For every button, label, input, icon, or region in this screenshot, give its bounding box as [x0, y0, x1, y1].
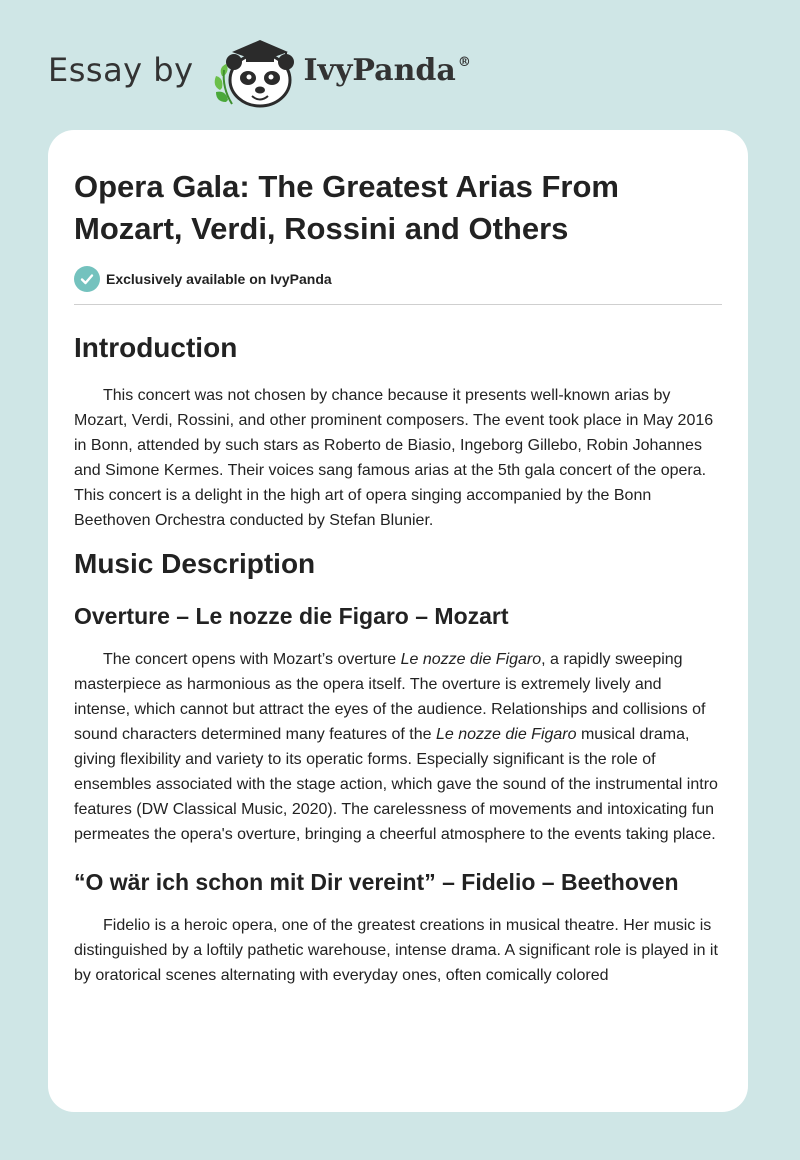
work-title: Le nozze die Figaro [435, 726, 577, 743]
brand-name: IvyPanda ® [303, 52, 471, 88]
panda-logo-icon [210, 30, 302, 110]
subheading-fidelio: “O wär ich schon mit Dir vereint” – Fidelio – Beethoven [74, 869, 679, 895]
essay-by-label: Essay by [48, 51, 194, 89]
essay-title: Opera Gala: The Greatest Arias From Mozart, Verdi, Rossini and Others [74, 169, 619, 246]
section-heading-music-description: Music Description [74, 548, 316, 579]
divider [74, 304, 722, 305]
work-title: Le nozze die Figaro [400, 651, 542, 668]
intro-paragraph: This concert was not chosen by chance because it presents well-known arias by Mozart, Verdi, Rossini, and other prominent composers. The event took place in May 2016 in Bonn, attended by such stars as Roberto de Biasio, Ingeborg Gillebo, Robin Johannes and Simone Kermes. Their voices sang famous arias at the 5th gala concert of the opera. This concert is a delight in the high art of opera singing accompanied by the Bonn Beethoven Orchestra conducted by Stefan Blunier. [74, 387, 714, 529]
site-header [48, 30, 471, 110]
exclusive-label: Exclusively available on IvyPanda [106, 271, 332, 287]
fidelio-paragraph: Fidelio is a heroic opera, one of the greatest creations in musical theatre. Her music is distinguished by a loftily pathetic warehouse, intense drama. A significant role is played in it by oratorical scenes alternating with everyday ones, often comically colored [74, 917, 718, 984]
subheading-figaro: Overture – Le nozze die Figaro – Mozart [74, 603, 509, 629]
essay-card [48, 130, 748, 1112]
exclusive-badge [74, 266, 722, 292]
checkmark-icon [74, 266, 100, 292]
section-heading-introduction: Introduction [74, 332, 238, 363]
figaro-paragraph: The concert opens with Mozart’s overture Le nozze die Figaro, a rapidly sweeping masterpiece as harmonious as the opera itself. The overture is extremely lively and intense, which cannot but attract the eyes of the audience. Relationships and collisions of sound characters determined many features of the Le nozze die Figaro musical drama, giving flexibility and variety to its operatic forms. Especially significant is the role of ensembles associated with the stage action, which gave the sound of the instrumental intro features (DW Classical Music, 2020). The carelessness of movements and intoxicating fun permeates the opera's overture, bringing a cheerful atmosphere to the events taking place. [74, 651, 718, 843]
